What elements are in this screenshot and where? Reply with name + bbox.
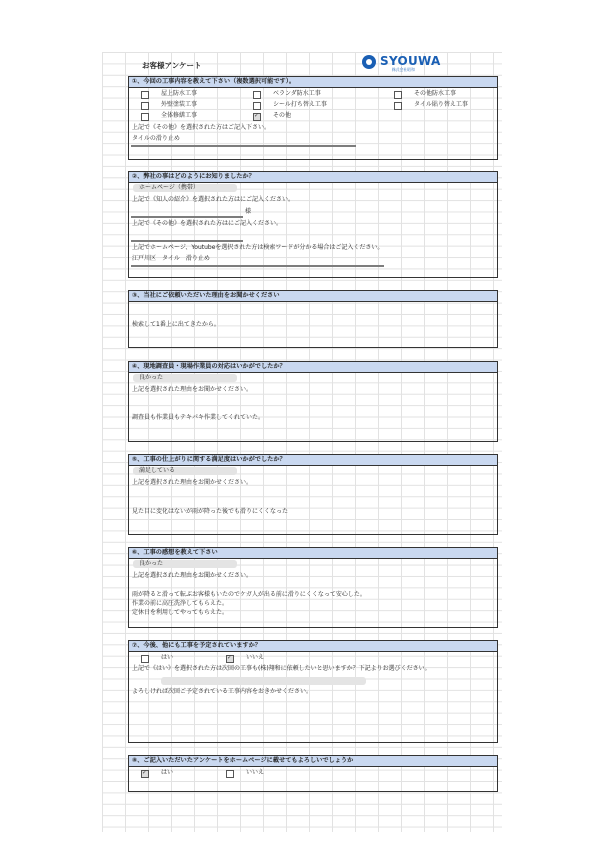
q5-answer[interactable]: 見た目に変化はないが雨が降った後でも滑りにくくなった [132,508,289,515]
q6-answer-line[interactable]: 定休日を利用してやってもらえた。 [132,609,229,616]
q6-answer-line[interactable]: 雨が降ると滑って転ぶお客様もいたのでケガ人が出る前に滑りにくくなって安心した。 [132,591,366,598]
question-3-section [128,290,498,348]
q1-note: 上記で《その他》を選択された方はご記入下さい。 [132,124,271,131]
q8-no-checkbox[interactable] [226,770,234,778]
question-7-header: ⑦、今後、他にも工事を予定されていますか？ [129,641,497,652]
q2-keyword-underline [131,265,384,267]
logo-subtitle: 株式会社昭和 [392,67,415,72]
question-1-header: ①、今回の工事内容を教えて下さい（複数選択可能です）。 [129,77,497,88]
q1-checkbox-7-checked[interactable] [253,113,261,121]
logo-mark-icon [362,55,376,69]
q6-note: 上記を選択された理由をお聞かせください。 [132,572,253,579]
q1-checkbox-5[interactable] [394,102,402,110]
question-8-header: ⑧、ご記入いただいたアンケートをホームページに載せてもよろしいでしょうか [129,756,497,767]
q7-no-label: いいえ [246,654,265,661]
q4-selected-value: 良かった [139,374,164,381]
q1-checkbox-0[interactable] [141,91,149,99]
question-5-header: ⑤、工事の仕上がりに関する満足度はいかがでしたか？ [129,455,497,466]
q4-note: 上記を選択された理由をお聞かせください。 [132,386,253,393]
q1-checkbox-3[interactable] [141,102,149,110]
q1-option-label: その他 [273,112,292,119]
q7-yes-label: はい [161,654,174,661]
q1-checkbox-4[interactable] [253,102,261,110]
question-1-section [128,76,498,160]
question-2-header: ②、弊社の事はどのようにお知りましたか？ [129,172,497,183]
q3-answer[interactable]: 検索して1番上に出てきたから。 [132,321,220,328]
q5-note: 上記を選択された理由をお聞かせください。 [132,479,253,486]
q8-yes-label: はい [161,769,174,776]
q2-selected-value: ホームページ（携帯） [139,184,199,191]
logo-name: SYOUWA [380,54,441,68]
q2-other-underline [131,240,243,242]
question-2-section [128,171,498,278]
q2-note-keyword: 上記でホームページ、Youtubeを選択された方は検索ワードが分かる場合はご記入ください。 [132,244,384,251]
q1-option-label: 外壁塗装工事 [161,101,198,108]
q2-keyword-answer[interactable]: 江戸川区 タイル 滑り止め [132,255,210,262]
q1-option-label: ベランダ防水工事 [273,90,321,97]
q1-answer-underline [131,145,356,147]
q2-note-other: 上記で《その他》を選択された方はにご記入ください。 [132,220,283,227]
q1-checkbox-6[interactable] [141,113,149,121]
q7-note-plan: よろしければ次回ご予定されている工事内容をおきかせください。 [132,688,313,695]
q8-yes-checkbox-checked[interactable] [141,770,149,778]
q5-selected-value: 満足している [139,467,176,474]
question-8-section [128,755,498,792]
question-3-header: ③、当社にご依頼いただいた理由をお聞かせください [129,291,497,302]
question-7-section [128,640,498,743]
q2-referral-underline [131,216,243,218]
form-title: お客様アンケート [142,61,202,70]
q2-honorific: 様 [245,208,252,215]
q7-yes-checkbox[interactable] [141,655,149,663]
q7-select-field[interactable] [161,677,366,685]
q4-answer[interactable]: 調査員も作業員もテキパキ作業してくれていた。 [132,414,265,421]
q1-checkbox-2[interactable] [394,91,402,99]
q8-no-label: いいえ [246,769,265,776]
q1-option-label: シール打ち替え工事 [273,101,327,108]
question-6-header: ⑥、工事の感想を教えて下さい [129,548,497,559]
question-6-section [128,547,498,628]
q6-selected-value: 良かった [139,560,164,567]
question-4-section [128,361,498,442]
q1-option-label: 屋上防水工事 [161,90,198,97]
q1-option-label: タイル貼り替え工事 [414,101,468,108]
question-4-header: ④、現地調査員・現場作業員の対応はいかがでしたか？ [129,362,497,373]
q1-option-label: その他防水工事 [414,90,457,97]
company-logo [362,54,462,76]
q1-answer[interactable]: タイルの滑り止め [132,135,180,142]
question-5-section [128,454,498,535]
q1-option-label: 全体修繕工事 [161,112,198,119]
q7-no-checkbox-checked[interactable] [226,655,234,663]
q6-answer-line[interactable]: 作業の前に高圧洗浄してもらえた。 [132,600,229,607]
q1-checkbox-1[interactable] [253,91,261,99]
q2-note-referral: 上記で《知人の紹介》を選択された方はにご記入ください。 [132,196,295,203]
q7-note-yes: 上記で《はい》を選択された方は次回の工事も(株)翔和に依頼したいと思いますか？下記よりお選びください。 [132,665,431,672]
